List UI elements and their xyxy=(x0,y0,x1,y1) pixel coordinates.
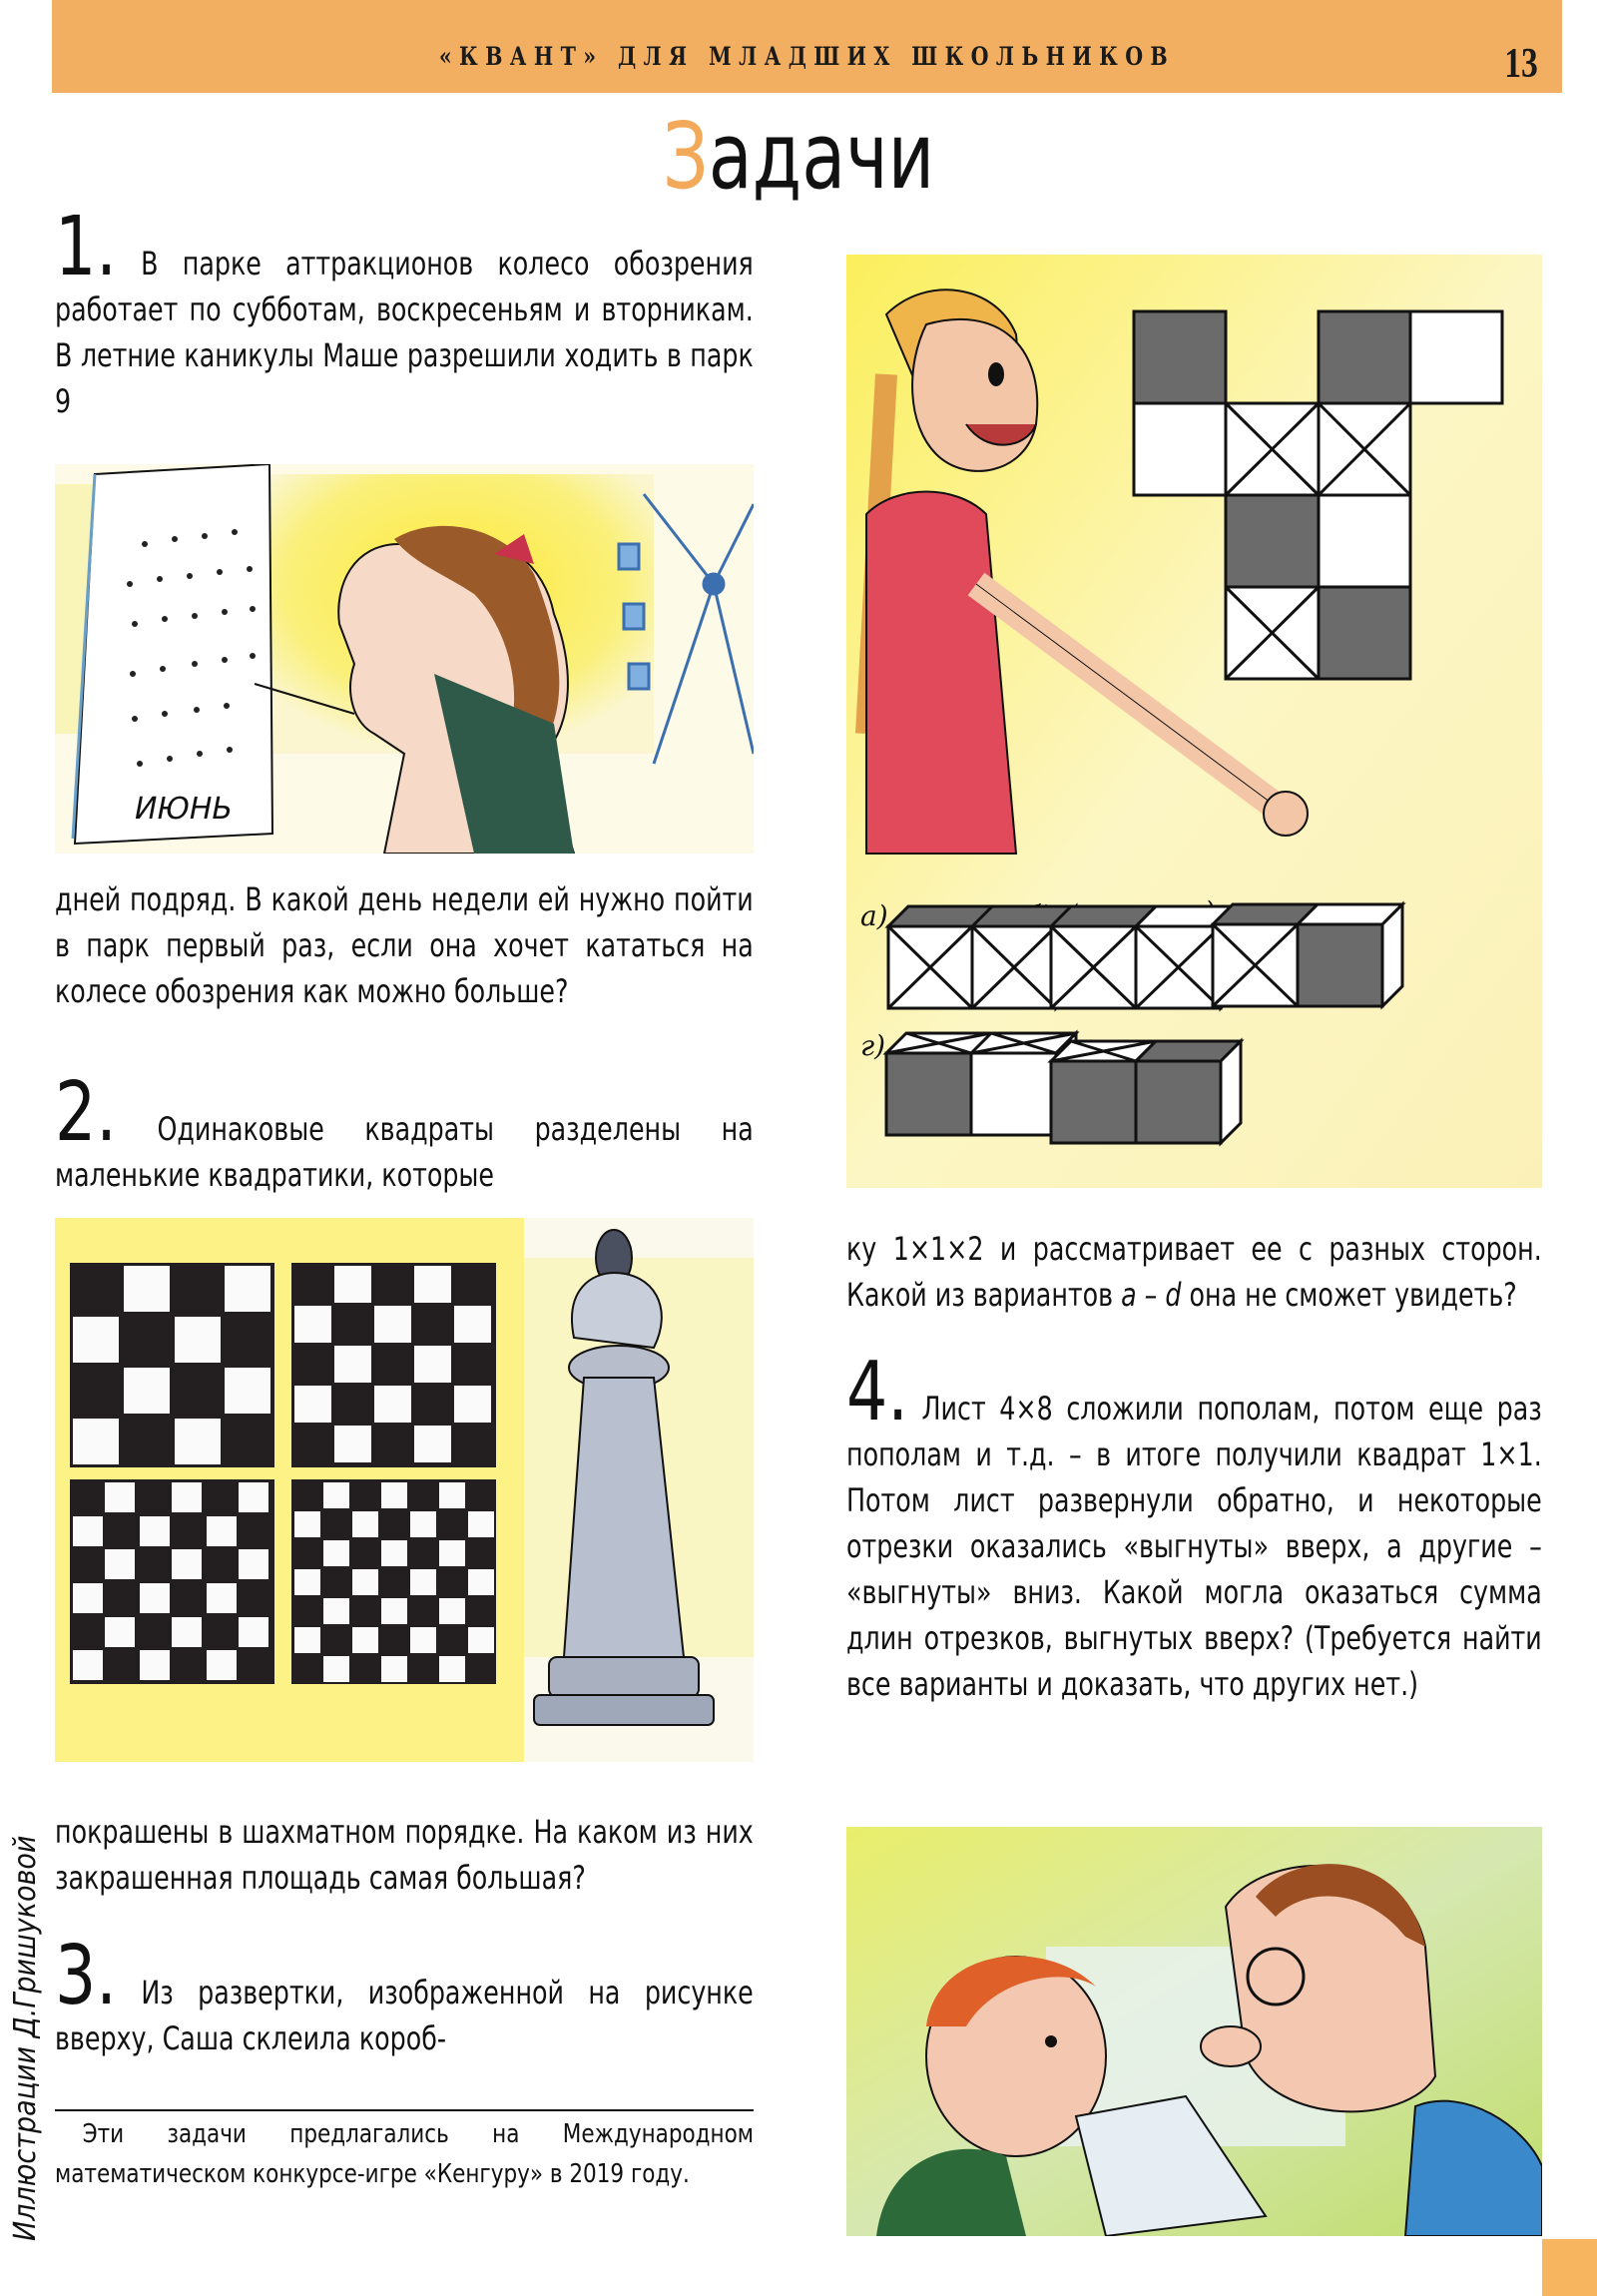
problem-1-continued xyxy=(55,876,754,1014)
problem-text: покрашены в шахматном порядке. На каком из них закрашенная площадь самая большая? xyxy=(55,1813,754,1897)
calendar-month-label: ИЮНЬ xyxy=(135,792,233,827)
problem-text: Одинаковые квадраты разделены на маленькие квадратики, которые xyxy=(55,1110,754,1194)
option-a-label: а) xyxy=(860,899,888,932)
running-title: «КВАНТ» ДЛЯ МЛАДШИХ ШКОЛЬНИКОВ xyxy=(438,42,1176,71)
problem-text: она не сможет увидеть? xyxy=(1181,1276,1517,1314)
title-rest: адачи xyxy=(708,103,935,210)
problem-2-continued xyxy=(55,1809,754,1901)
problem-3-intro xyxy=(55,1929,754,2061)
footnote-divider xyxy=(55,2109,754,2111)
chessboard-5x5 xyxy=(291,1263,496,1467)
chessboards-illustration xyxy=(55,1218,754,1762)
problem-number: 1. xyxy=(55,200,117,294)
page-corner-tab xyxy=(1542,2239,1597,2296)
footnote-text: Эти задачи предлагались на Международном математическом конкурсе-игре «Кенгуру» в 2019 году. xyxy=(55,2119,755,2189)
chessboard-7x7 xyxy=(291,1479,496,1684)
running-header xyxy=(52,0,1562,93)
footnote xyxy=(55,2114,754,2194)
title-first-letter: З xyxy=(662,103,709,210)
chessboard-6x6 xyxy=(70,1479,274,1684)
option-g-box xyxy=(886,1033,1076,1135)
option-d-box xyxy=(1051,1041,1241,1143)
chessboard-4x4 xyxy=(70,1263,274,1467)
option-g-label: г) xyxy=(860,1029,886,1062)
box-net-illustration xyxy=(846,255,1542,1188)
problem-number: 2. xyxy=(55,1065,117,1160)
problem-4 xyxy=(846,1345,1542,1707)
problem-2-intro xyxy=(55,1065,754,1198)
folding-illustration xyxy=(846,1827,1542,2236)
problem-number: 4. xyxy=(846,1345,908,1439)
option-a-box xyxy=(888,906,1076,1008)
page-number: 13 xyxy=(1504,41,1538,87)
problem-text-italic: а – d xyxy=(1121,1276,1182,1314)
option-v-box xyxy=(1213,904,1402,1006)
problem-text: ку 1×1×2 и рассматривает ее с разных сторон. Какой из вариантов xyxy=(846,1230,1542,1314)
calendar-illustration xyxy=(55,464,754,854)
problem-text: Из развертки, изображенной на рисунке вверху, Саша склеила короб- xyxy=(55,1974,754,2057)
problem-number: 3. xyxy=(55,1929,117,2023)
illustration-credit: Иллюстрации Д.Гришуковой xyxy=(8,1835,43,2241)
problem-text: Лист 4×8 сложили пополам, потом еще раз пополам и т.д. – в итоге получили квадрат 1×1. Потом лист развернули обратно, и некоторые отрезки оказались «выгнуты» вверх, а другие – «выгнуты» вниз. Какой могла оказаться сумма длин отрезков, выгнутых вверх? (Требуется найти все варианты и доказать, что других нет.) xyxy=(846,1390,1542,1703)
problem-text: дней подряд. В какой день недели ей нужно пойти в парк первый раз, если она хочет кататься на колесе обозрения как можно больше? xyxy=(55,880,754,1010)
problem-text: В парке аттракционов колесо обозрения работает по субботам, воскресеньям и вторникам. В летние каникулы Маше разрешили ходить в парк 9 xyxy=(55,245,754,420)
page-title xyxy=(176,102,1421,212)
problem-3-continued xyxy=(846,1226,1542,1318)
problem-1-intro xyxy=(55,200,754,424)
